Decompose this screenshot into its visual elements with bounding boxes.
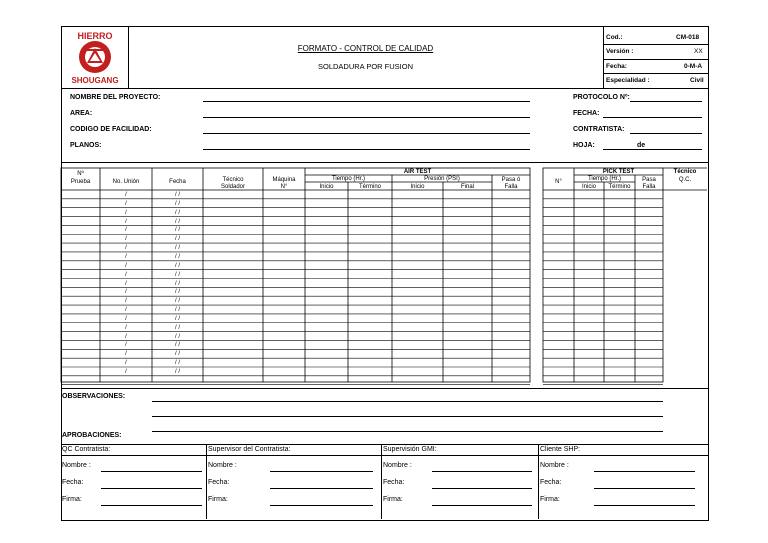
row-union-mark[interactable]: / [125,289,127,296]
hdr-final: Final [460,184,474,190]
signature-field-line[interactable] [432,471,532,472]
hdr-pick-pasa: Pasa [642,177,656,183]
field-fecha-label: FECHA: [573,110,600,117]
row-union-mark[interactable]: / [125,342,127,349]
hdr-maquina-1: Máquina [272,177,296,183]
row-fecha-mark[interactable]: / / [174,236,180,243]
hdr-no-prueba-top: Nº [77,171,84,177]
hdr-inicio: Inicio [319,184,334,190]
hdr-fecha: Fecha [169,179,186,185]
row-union-mark[interactable]: / [125,315,127,322]
hdr-tiempo-hr: Tiempo (Hr.) [331,176,366,182]
row-fecha-mark[interactable]: / / [174,315,180,322]
signature-title: Supervisión GMI: [383,446,437,453]
signature-field-label: Nombre : [383,462,412,469]
signature-field-line[interactable] [101,488,202,489]
signature-field-label: Firma: [383,496,403,503]
row-fecha-mark[interactable]: / / [174,324,180,331]
signature-field-label: Fecha: [383,479,405,486]
hdr-pick-test: PICK TEST [602,169,635,175]
sig-top [61,444,708,445]
hdr-air-test: AIR TEST [403,169,432,175]
meta-especialidad-value: Civil [690,77,704,84]
signature-field-line[interactable] [432,505,532,506]
signature-field-label: Firma: [540,496,560,503]
hdr-pick-termino: Término [608,184,631,190]
hdr-tecnico-soldador-2: Soldador [220,184,246,190]
hdr-pick-falla: Falla [642,184,656,190]
meta-version-label: Versión : [606,48,634,55]
row-union-mark[interactable]: / [125,209,127,216]
logo-top-text: HIERRO [77,31,113,41]
field-hoja-label: HOJA: [573,142,595,149]
row-fecha-mark[interactable]: / / [174,289,180,296]
row-fecha-mark[interactable]: / / [174,369,180,375]
field-contratista-label: CONTRATISTA: [573,126,625,133]
signature-field-label: Firma: [208,496,228,503]
hdr-termino: Término [358,184,381,190]
row-union-mark[interactable]: / [125,333,127,340]
signature-field-line[interactable] [432,488,532,489]
row-union-mark[interactable]: / [125,351,127,358]
field-planos-label: PLANOS: [70,142,102,149]
signature-field-line[interactable] [101,505,202,506]
row-union-mark[interactable]: / [125,280,127,287]
signature-title: Cliente SHP: [540,446,581,453]
row-fecha-mark[interactable]: / / [174,227,180,234]
hdr-falla: Falla [504,184,518,190]
form-title: FORMATO - CONTROL DE CALIDAD [297,44,434,53]
hdr-maquina-2: N° [280,184,288,190]
row-union-mark[interactable]: / [125,262,127,269]
row-fecha-mark[interactable]: / / [174,360,180,367]
row-fecha-mark[interactable]: / / [174,342,180,349]
signature-title: Supervisor del Contratista: [208,446,291,453]
signature-title: QC Contratista: [62,446,111,453]
row-fecha-mark[interactable]: / / [174,351,180,358]
hdr-pasa-o: Pasa ó [501,177,521,183]
obs-line-2[interactable] [152,416,663,417]
field-hoja-de: de [637,142,646,149]
signature-field-label: Nombre : [208,462,237,469]
field-nombre-proyecto-label: NOMBRE DEL PROYECTO: [70,94,161,101]
row-fecha-mark[interactable]: / / [174,253,180,260]
hdr-tecnico-qc-2: Q.C. [678,177,692,183]
signature-field-line[interactable] [594,505,695,506]
row-union-mark[interactable]: / [125,369,127,375]
aprobaciones-label: APROBACIONES: [62,432,122,439]
row-union-mark[interactable]: / [125,298,127,305]
field-codigo-label: CODIGO DE FACILIDAD: [70,126,152,133]
row-fecha-mark[interactable]: / / [174,245,180,252]
hdr-pick-inicio: Inicio [581,184,596,190]
observaciones-label: OBSERVACIONES: [62,393,126,400]
hdr-no-prueba-bottom: Prueba [70,179,91,185]
hdr-presion-psi: Presión (PSI) [424,176,460,182]
logo-bottom-text: SHOUGANG [71,76,119,85]
row-union-mark[interactable]: / [125,236,127,243]
signature-field-line[interactable] [270,488,373,489]
signature-field-line[interactable] [270,471,373,472]
row-union-mark[interactable]: / [125,192,127,198]
signature-field-label: Fecha: [208,479,230,486]
signature-field-line[interactable] [594,488,695,489]
row-fecha-mark[interactable]: / / [174,271,180,278]
row-union-mark[interactable]: / [125,227,127,234]
obs-line-3[interactable] [152,431,663,432]
hdr-pick-no: N° [555,179,562,185]
signature-field-label: Firma: [62,496,82,503]
signature-field-line[interactable] [270,505,373,506]
meta-fecha-value: 0-M-A [684,63,703,70]
meta-cod-value: CM-018 [676,34,700,41]
row-union-mark[interactable]: / [125,324,127,331]
field-protocolo-label: PROTOCOLO Nº: [573,94,630,101]
row-fecha-mark[interactable]: / / [174,333,180,340]
hdr-no-union: No. Unión [112,179,140,185]
row-union-mark[interactable]: / [125,245,127,252]
signature-field-line[interactable] [594,471,695,472]
row-fecha-mark[interactable]: / / [174,307,180,314]
row-union-mark[interactable]: / [125,218,127,225]
form-subtitle: SOLDADURA POR FUSION [317,62,414,71]
meta-version-value: XX [694,48,703,55]
table-bottom [61,388,708,389]
signature-field-label: Fecha: [62,479,84,486]
field-area-label: AREA: [70,110,93,117]
hdr-tecnico-qc-1: Técnico [673,169,697,175]
signature-field-line[interactable] [101,471,202,472]
row-fecha-mark[interactable]: / / [174,298,180,305]
row-fecha-mark[interactable]: / / [174,262,180,269]
sig-title-line [61,455,708,456]
row-fecha-mark[interactable]: / / [174,209,180,216]
row-fecha-mark[interactable]: / / [174,200,180,207]
row-fecha-mark[interactable]: / / [174,218,180,225]
row-union-mark[interactable]: / [125,360,127,367]
row-union-mark[interactable]: / [125,200,127,207]
hdr-pick-tiempo: Tiempo (Hr.) [587,176,622,182]
signature-field-label: Nombre : [62,462,91,469]
row-union-mark[interactable]: / [125,271,127,278]
row-fecha-mark[interactable]: / / [174,192,180,198]
row-union-mark[interactable]: / [125,253,127,260]
meta-especialidad-label: Especialidad : [606,77,650,84]
hdr-presion-inicio: Inicio [410,184,425,190]
obs-line-1[interactable] [152,401,663,402]
signature-field-label: Nombre : [540,462,569,469]
row-union-mark[interactable]: / [125,307,127,314]
meta-fecha-label: Fecha: [606,63,627,70]
signature-field-label: Fecha: [540,479,562,486]
row-fecha-mark[interactable]: / / [174,280,180,287]
hdr-tecnico-soldador-1: Técnico [222,177,244,183]
meta-cod-label: Cod.: [606,34,623,41]
